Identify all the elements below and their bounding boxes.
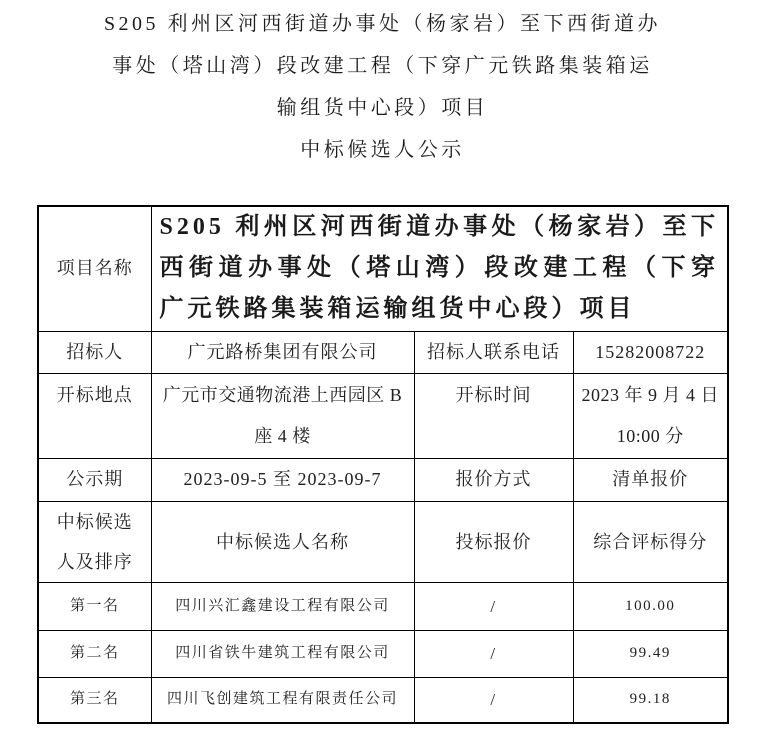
- candidate-1-bid: /: [414, 582, 573, 630]
- bidder-phone: 15282008722: [573, 331, 728, 373]
- candidate-3-bid: /: [414, 677, 573, 723]
- score-header: 综合评标得分: [573, 501, 728, 582]
- bid-announcement-table: [37, 205, 729, 724]
- bidder-name: 广元路桥集团有限公司: [151, 331, 414, 373]
- quote-method-label: 报价方式: [414, 458, 573, 501]
- bid-price-header: 投标报价: [414, 501, 573, 582]
- candidates-rank-header: 中标候选人及排序: [38, 501, 151, 582]
- title-line-2: 事处（塔山湾）段改建工程（下穿广元铁路集装箱运: [112, 55, 653, 77]
- project-name-value: S205 利州区河西街道办事处（杨家岩）至下西街道办事处（塔山湾）段改建工程（下穿广元铁路集装箱运输组货中心段）项目: [151, 206, 728, 331]
- candidate-1-score: 100.00: [573, 582, 728, 630]
- title-line-3: 输组货中心段）项目: [276, 97, 489, 119]
- candidate-name-header: 中标候选人名称: [151, 501, 414, 582]
- opening-time-label: 开标时间: [414, 373, 573, 458]
- document-title: [0, 0, 765, 171]
- publicity-period: 2023-09-5 至 2023-09-7: [151, 458, 414, 501]
- opening-location: 广元市交通物流港上西园区 B 座 4 楼: [151, 373, 414, 458]
- project-name-label: 项目名称: [38, 206, 151, 331]
- bidder-label: 招标人: [38, 331, 151, 373]
- candidate-2-score: 99.49: [573, 630, 728, 677]
- candidate-2-bid: /: [414, 630, 573, 677]
- table-row-candidate-2: [38, 630, 728, 677]
- candidate-3-score: 99.18: [573, 677, 728, 723]
- candidate-3-name: 四川飞创建筑工程有限责任公司: [151, 677, 414, 723]
- table-row-candidates-header: [38, 501, 728, 582]
- rank-2-label: 第二名: [38, 630, 151, 677]
- table-row-bidder: [38, 331, 728, 373]
- table-row-candidate-3: [38, 677, 728, 723]
- rank-1-label: 第一名: [38, 582, 151, 630]
- opening-time: 2023 年 9 月 4 日 10:00 分: [573, 373, 728, 458]
- table-row-publicity: [38, 458, 728, 501]
- rank-3-label: 第三名: [38, 677, 151, 723]
- candidate-2-name: 四川省铁牛建筑工程有限公司: [151, 630, 414, 677]
- quote-method: 清单报价: [573, 458, 728, 501]
- bidder-phone-label: 招标人联系电话: [414, 331, 573, 373]
- opening-location-label: 开标地点: [38, 373, 151, 458]
- candidate-1-name: 四川兴汇鑫建设工程有限公司: [151, 582, 414, 630]
- table-row-project: [38, 206, 728, 331]
- document-subtitle: 中标候选人公示: [300, 139, 465, 161]
- publicity-period-label: 公示期: [38, 458, 151, 501]
- table-row-candidate-1: [38, 582, 728, 630]
- title-line-1: S205 利州区河西街道办事处（杨家岩）至下西街道办: [103, 13, 662, 35]
- table-row-opening: [38, 373, 728, 458]
